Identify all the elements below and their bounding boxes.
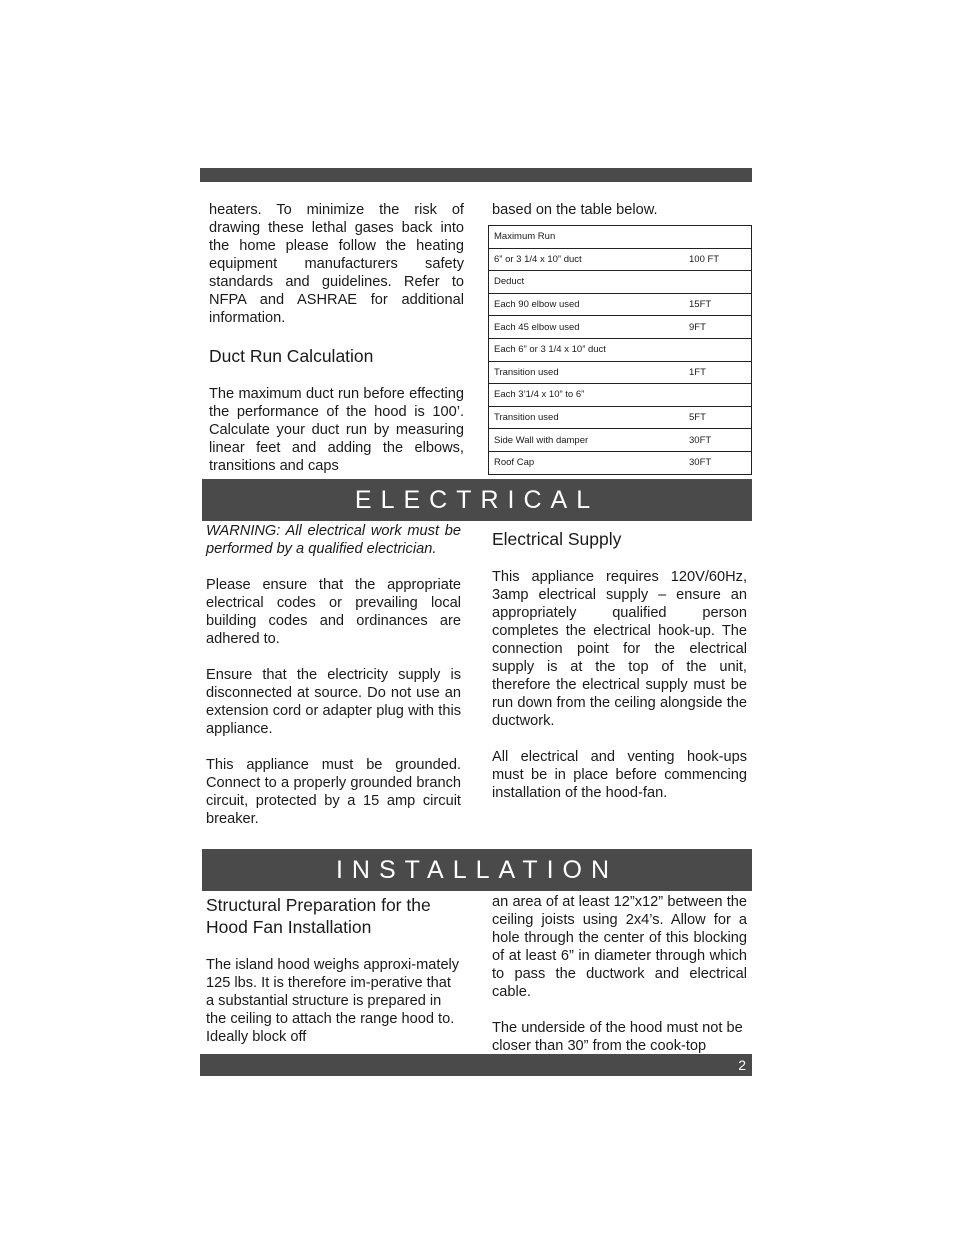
installation-section-title: INSTALLATION [202, 849, 752, 891]
blocking-paragraph: an area of at least 12”x12” between the ceiling joists using 2x4’s. Allow for a hole through the center of this blocking of at least 6” in diameter through which to pass the ductwork and electrical cable. [492, 894, 747, 1000]
row-label: Each 45 elbow used [489, 316, 685, 339]
row-value: 1FT [684, 361, 752, 384]
safety-paragraph: heaters. To minimize the risk of drawing these lethal gases back into the home please follow the heating equipment manufacturers safety standards and guidelines. Refer to NFPA and ASHRAE for additional information. [209, 202, 464, 326]
hood-weight-paragraph: The island hood weighs approxi-mately 125 lbs. It is therefore im-perative that a substantial structure is prepared in the ceiling to attach the range hood to. Ideally block off [206, 957, 460, 1045]
row-label: Each 90 elbow used [489, 293, 685, 316]
header-rule [200, 168, 752, 182]
table-row [489, 429, 752, 452]
row-value: 5FT [684, 406, 752, 429]
row-value [684, 384, 752, 407]
electrical-warning: WARNING: All electrical work must be performed by a qualified electrician. [206, 523, 461, 557]
electrical-right-column [492, 528, 747, 802]
electrical-supply-heading: Electrical Supply [492, 529, 622, 549]
row-label: Each 3’1/4 x 10” to 6” [489, 384, 685, 407]
table-row [489, 226, 752, 249]
row-label: Maximum Run [489, 226, 685, 249]
table-row [489, 248, 752, 271]
row-label: Side Wall with damper [489, 429, 685, 452]
clearance-paragraph: The underside of the hood must not be closer than 30” from the cook-top [492, 1020, 743, 1054]
duct-run-paragraph: The maximum duct run before effecting the performance of the hood is 100’. Calculate your duct run by measuring linear feet and adding the elbows, transitions and caps [209, 386, 464, 474]
row-value: 30FT [684, 429, 752, 452]
row-label: 6” or 3 1/4 x 10” duct [489, 248, 685, 271]
row-value: 30FT [684, 451, 752, 474]
supply-requirements-paragraph: This appliance requires 120V/60Hz, 3amp electrical supply – ensure an appropriately qualified person completes the electrical hook-up. The connection point for the electrical supply is at the top of the unit, therefore the electrical supply must be run down from the ceiling alongside the ductwork. [492, 569, 747, 729]
duct-run-table [488, 225, 752, 475]
disconnect-paragraph: Ensure that the electricity supply is disconnected at source. Do not use an extension cord or adapter plug with this appliance. [206, 667, 461, 737]
footer-bar [200, 1054, 752, 1076]
table-row [489, 406, 752, 429]
row-label: Transition used [489, 361, 685, 384]
table-row [489, 338, 752, 361]
grounding-paragraph: This appliance must be grounded. Connect to a properly grounded branch circuit, protected by a 15 amp circuit breaker. [206, 757, 461, 827]
table-row [489, 451, 752, 474]
duct-intro-column [209, 201, 464, 475]
electrical-codes-paragraph: Please ensure that the appropriate electrical codes or prevailing local building codes and ordinances are adhered to. [206, 577, 461, 647]
row-label: Each 6” or 3 1/4 x 10” duct [489, 338, 685, 361]
row-value [684, 271, 752, 294]
table-intro-text: based on the table below. [492, 202, 658, 218]
row-label: Deduct [489, 271, 685, 294]
electrical-section-title: ELECTRICAL [202, 479, 752, 521]
row-label: Transition used [489, 406, 685, 429]
row-value [684, 226, 752, 249]
row-value: 15FT [684, 293, 752, 316]
structural-preparation-heading: Structural Preparation for the Hood Fan Installation [206, 895, 431, 937]
page-number: 2 [738, 1057, 746, 1073]
row-label: Roof Cap [489, 451, 685, 474]
electrical-left-column [206, 522, 461, 828]
installation-right-column [492, 893, 747, 1055]
table-row [489, 293, 752, 316]
table-row [489, 271, 752, 294]
installation-left-column [206, 894, 461, 1046]
table-row [489, 361, 752, 384]
duct-run-heading: Duct Run Calculation [209, 346, 374, 366]
row-value: 9FT [684, 316, 752, 339]
row-value: 100 FT [684, 248, 752, 271]
table-row [489, 384, 752, 407]
hookup-paragraph: All electrical and venting hook-ups must be in place before commencing installation of the hood-fan. [492, 749, 747, 801]
table-row [489, 316, 752, 339]
table-intro [492, 201, 752, 219]
row-value [684, 338, 752, 361]
